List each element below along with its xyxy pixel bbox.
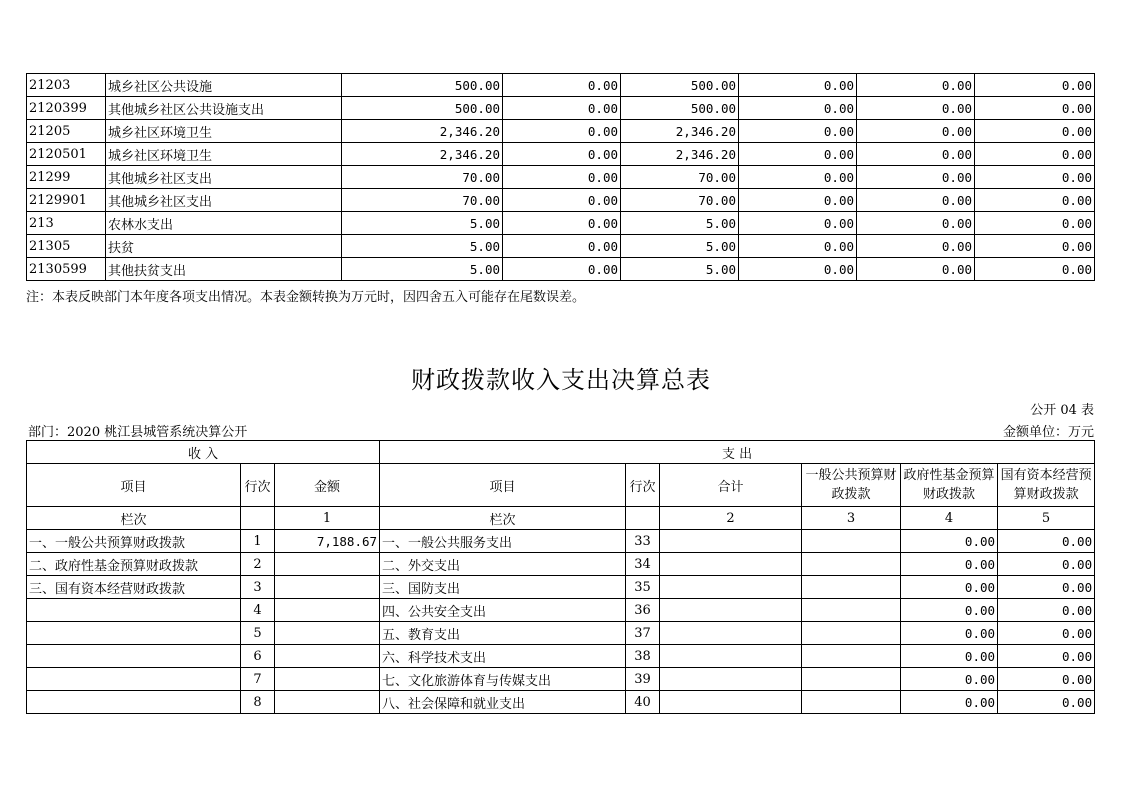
subject-code-cell: 21299 (27, 166, 106, 189)
gov-fund-cell: 0.00 (901, 599, 998, 622)
state-capital-cell: 0.00 (998, 576, 1095, 599)
empty-cell (241, 507, 275, 530)
gov-fund-cell: 0.00 (901, 622, 998, 645)
subject-code-cell: 21203 (27, 74, 106, 97)
table-note: 注：本表反映部门本年度各项支出情况。本表金额转换为万元时，因四舍五入可能存在尾数误差。 (26, 290, 586, 305)
general-budget-cell (802, 530, 901, 553)
expense-row-number-cell: 37 (626, 622, 660, 645)
income-item-cell (27, 691, 241, 714)
value-cell: 70.00 (621, 189, 739, 212)
expense-row-number-cell: 35 (626, 576, 660, 599)
subject-code-cell: 2120501 (27, 143, 106, 166)
state-capital-cell: 0.00 (998, 645, 1095, 668)
table-row (27, 120, 1095, 143)
subject-code-cell: 2129901 (27, 189, 106, 212)
state-capital-cell: 0.00 (998, 668, 1095, 691)
income-item-cell: 二、政府性基金预算财政拨款 (27, 553, 241, 576)
table-row (27, 258, 1095, 281)
expense-row-number-cell: 40 (626, 691, 660, 714)
value-cell: 5.00 (342, 258, 503, 281)
value-cell: 5.00 (342, 235, 503, 258)
col-gov-fund: 政府性基金预算财政拨款 (901, 464, 998, 507)
expense-header: 支 出 (380, 441, 1095, 464)
table-row (27, 143, 1095, 166)
income-amount-cell (275, 668, 380, 691)
value-cell: 2,346.20 (342, 143, 503, 166)
state-capital-cell: 0.00 (998, 599, 1095, 622)
general-budget-cell (802, 553, 901, 576)
value-cell: 0.00 (857, 235, 975, 258)
value-cell: 0.00 (739, 258, 857, 281)
value-cell: 0.00 (857, 258, 975, 281)
value-cell: 0.00 (739, 120, 857, 143)
gov-fund-cell: 0.00 (901, 645, 998, 668)
state-capital-cell: 0.00 (998, 553, 1095, 576)
income-item-cell: 三、国有资本经营财政拨款 (27, 576, 241, 599)
expense-total-cell (660, 622, 802, 645)
value-cell: 500.00 (342, 74, 503, 97)
value-cell: 70.00 (621, 166, 739, 189)
state-capital-cell: 0.00 (998, 622, 1095, 645)
page-title: 财政拨款收入支出决算总表 (411, 366, 711, 394)
empty-cell (626, 507, 660, 530)
expense-item-cell: 六、科学技术支出 (380, 645, 626, 668)
lanci-label-income: 栏次 (27, 507, 241, 530)
expense-item-cell: 五、教育支出 (380, 622, 626, 645)
value-cell: 0.00 (975, 235, 1095, 258)
general-budget-cell (802, 599, 901, 622)
expense-total-cell (660, 576, 802, 599)
value-cell: 0.00 (503, 120, 621, 143)
state-capital-cell: 0.00 (998, 530, 1095, 553)
table-row (27, 553, 1095, 576)
col-row-no-expense: 行次 (626, 464, 660, 507)
value-cell: 0.00 (857, 189, 975, 212)
column-number-3: 3 (802, 507, 901, 530)
value-cell: 0.00 (739, 235, 857, 258)
table-row (27, 645, 1095, 668)
expense-total-cell (660, 530, 802, 553)
column-number-2: 2 (660, 507, 802, 530)
department-label: 部门：2020 桃江县城管系统决算公开 (28, 425, 248, 440)
lanci-label-expense: 栏次 (380, 507, 626, 530)
value-cell: 0.00 (857, 143, 975, 166)
subject-name-cell: 城乡社区环境卫生 (106, 120, 342, 143)
fiscal-summary-table (26, 440, 1095, 714)
income-amount-cell (275, 576, 380, 599)
income-item-cell (27, 668, 241, 691)
expense-item-cell: 七、文化旅游体育与传媒支出 (380, 668, 626, 691)
col-total: 合计 (660, 464, 802, 507)
table-row (27, 189, 1095, 212)
general-budget-cell (802, 622, 901, 645)
value-cell: 0.00 (503, 212, 621, 235)
expense-total-cell (660, 553, 802, 576)
subject-name-cell: 农林水支出 (106, 212, 342, 235)
value-cell: 0.00 (857, 74, 975, 97)
value-cell: 0.00 (975, 258, 1095, 281)
value-cell: 5.00 (621, 235, 739, 258)
expense-row-number-cell: 33 (626, 530, 660, 553)
value-cell: 2,346.20 (621, 143, 739, 166)
table-row (27, 691, 1095, 714)
table-row (27, 599, 1095, 622)
gov-fund-cell: 0.00 (901, 691, 998, 714)
col-amount: 金额 (275, 464, 380, 507)
value-cell: 2,346.20 (621, 120, 739, 143)
expense-row-number-cell: 38 (626, 645, 660, 668)
expense-item-cell: 二、外交支出 (380, 553, 626, 576)
value-cell: 0.00 (739, 97, 857, 120)
subject-name-cell: 扶贫 (106, 235, 342, 258)
income-row-number-cell: 5 (241, 622, 275, 645)
income-item-cell (27, 599, 241, 622)
general-budget-cell (802, 576, 901, 599)
col-row-no-income: 行次 (241, 464, 275, 507)
table-row (27, 74, 1095, 97)
value-cell: 0.00 (503, 189, 621, 212)
subject-name-cell: 其他扶贫支出 (106, 258, 342, 281)
value-cell: 2,346.20 (342, 120, 503, 143)
col-general-budget: 一般公共预算财政拨款 (802, 464, 901, 507)
value-cell: 0.00 (503, 74, 621, 97)
value-cell: 5.00 (621, 212, 739, 235)
income-row-number-cell: 3 (241, 576, 275, 599)
value-cell: 70.00 (342, 189, 503, 212)
table-row (27, 235, 1095, 258)
subject-code-cell: 21205 (27, 120, 106, 143)
income-item-cell (27, 645, 241, 668)
value-cell: 0.00 (739, 143, 857, 166)
value-cell: 70.00 (342, 166, 503, 189)
income-amount-cell (275, 599, 380, 622)
table-row (27, 530, 1095, 553)
income-row-number-cell: 4 (241, 599, 275, 622)
amount-unit-label: 金额单位：万元 (1002, 425, 1094, 440)
header-row-column-numbers (27, 507, 1095, 530)
column-number-4: 4 (901, 507, 998, 530)
income-row-number-cell: 1 (241, 530, 275, 553)
income-amount-cell (275, 691, 380, 714)
gov-fund-cell: 0.00 (901, 530, 998, 553)
subject-code-cell: 2130599 (27, 258, 106, 281)
table-row (27, 97, 1095, 120)
gov-fund-cell: 0.00 (901, 553, 998, 576)
income-amount-cell (275, 553, 380, 576)
expense-total-cell (660, 645, 802, 668)
income-row-number-cell: 6 (241, 645, 275, 668)
income-row-number-cell: 7 (241, 668, 275, 691)
gov-fund-cell: 0.00 (901, 668, 998, 691)
value-cell: 0.00 (975, 74, 1095, 97)
table-row (27, 212, 1095, 235)
value-cell: 500.00 (621, 97, 739, 120)
expense-row-number-cell: 34 (626, 553, 660, 576)
gov-fund-cell: 0.00 (901, 576, 998, 599)
column-number-5: 5 (998, 507, 1095, 530)
col-state-capital: 国有资本经营预算财政拨款 (998, 464, 1095, 507)
income-item-cell: 一、一般公共预算财政拨款 (27, 530, 241, 553)
value-cell: 0.00 (857, 166, 975, 189)
general-budget-cell (802, 645, 901, 668)
value-cell: 0.00 (975, 143, 1095, 166)
expense-total-cell (660, 599, 802, 622)
income-amount-cell (275, 622, 380, 645)
expense-item-cell: 四、公共安全支出 (380, 599, 626, 622)
value-cell: 0.00 (975, 120, 1095, 143)
col-item-expense: 项目 (380, 464, 626, 507)
expense-item-cell: 八、社会保障和就业支出 (380, 691, 626, 714)
value-cell: 0.00 (503, 258, 621, 281)
subject-name-cell: 其他城乡社区支出 (106, 189, 342, 212)
income-amount-cell (275, 645, 380, 668)
value-cell: 0.00 (739, 212, 857, 235)
income-amount-cell: 7,188.67 (275, 530, 380, 553)
subject-name-cell: 城乡社区环境卫生 (106, 143, 342, 166)
value-cell: 0.00 (975, 212, 1095, 235)
value-cell: 0.00 (739, 166, 857, 189)
income-item-cell (27, 622, 241, 645)
table-row (27, 668, 1095, 691)
col-item-income: 项目 (27, 464, 241, 507)
value-cell: 5.00 (342, 212, 503, 235)
expense-total-cell (660, 691, 802, 714)
subject-code-cell: 213 (27, 212, 106, 235)
value-cell: 500.00 (342, 97, 503, 120)
table-row (27, 166, 1095, 189)
value-cell: 0.00 (739, 74, 857, 97)
value-cell: 500.00 (621, 74, 739, 97)
header-row-sections (27, 441, 1095, 464)
subject-name-cell: 其他城乡社区公共设施支出 (106, 97, 342, 120)
value-cell: 0.00 (503, 166, 621, 189)
expenditure-detail-table (26, 73, 1095, 281)
income-row-number-cell: 8 (241, 691, 275, 714)
general-budget-cell (802, 691, 901, 714)
value-cell: 0.00 (857, 120, 975, 143)
expense-row-number-cell: 36 (626, 599, 660, 622)
expense-item-cell: 三、国防支出 (380, 576, 626, 599)
income-header: 收 入 (27, 441, 380, 464)
expense-item-cell: 一、一般公共服务支出 (380, 530, 626, 553)
value-cell: 0.00 (739, 189, 857, 212)
value-cell: 0.00 (857, 212, 975, 235)
table-row (27, 622, 1095, 645)
form-number: 公开 04 表 (1030, 403, 1094, 418)
general-budget-cell (802, 668, 901, 691)
state-capital-cell: 0.00 (998, 691, 1095, 714)
column-number-1: 1 (275, 507, 380, 530)
expense-row-number-cell: 39 (626, 668, 660, 691)
subject-code-cell: 2120399 (27, 97, 106, 120)
value-cell: 0.00 (975, 97, 1095, 120)
value-cell: 0.00 (975, 189, 1095, 212)
subject-code-cell: 21305 (27, 235, 106, 258)
header-row-columns (27, 464, 1095, 507)
expense-total-cell (660, 668, 802, 691)
value-cell: 0.00 (503, 235, 621, 258)
income-row-number-cell: 2 (241, 553, 275, 576)
table-row (27, 576, 1095, 599)
value-cell: 5.00 (621, 258, 739, 281)
subject-name-cell: 城乡社区公共设施 (106, 74, 342, 97)
value-cell: 0.00 (503, 97, 621, 120)
subject-name-cell: 其他城乡社区支出 (106, 166, 342, 189)
value-cell: 0.00 (857, 97, 975, 120)
value-cell: 0.00 (975, 166, 1095, 189)
value-cell: 0.00 (503, 143, 621, 166)
